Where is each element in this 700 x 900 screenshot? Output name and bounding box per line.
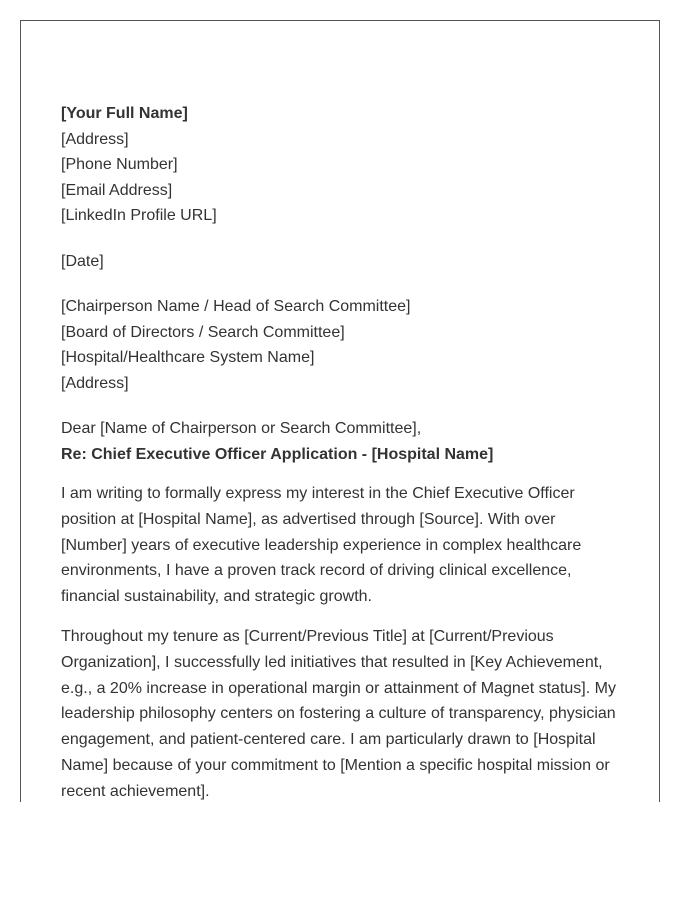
recipient-board: [Board of Directors / Search Committee]: [61, 323, 345, 341]
body-paragraph-1: I am writing to formally express my interest in the Chief Executive Officer position at [Hospital Name], as advertised through [Source]. With over [Number] years of executive leadership experience in complex healthcare environments, I have a proven track record of driving clinical excellence, financial sustainability, and strategic growth.: [61, 485, 582, 606]
sender-email: [Email Address]: [61, 181, 173, 199]
salutation: Dear [Name of Chairperson or Search Committee],: [61, 420, 422, 437]
sender-block: [61, 101, 621, 229]
recipient-address: [Address]: [61, 374, 129, 392]
letter-content: [61, 101, 621, 802]
body-paragraph-2: Throughout my tenure as [Current/Previous Title] at [Current/Previous Organization], I successfully led initiatives that resulted in [Key Achievement, e.g., a 20% increase in operational margin or attainment of Magnet status]. My leadership philosophy centers on fostering a culture of transparency, physician engagement, and patient-centered care. I am particularly drawn to [Hospital Name] because of your commitment to [Mention a specific hospital mission or recent achievement].: [61, 627, 616, 800]
sender-name: [Your Full Name]: [61, 105, 188, 122]
recipient-organization: [Hospital/Healthcare System Name]: [61, 349, 315, 366]
recipient-block: [61, 294, 621, 396]
date-block: [61, 249, 621, 275]
subject-line: Re: Chief Executive Officer Application - [Hospital Name]: [61, 445, 494, 463]
salutation-block: [61, 416, 621, 467]
letter-page: [20, 20, 660, 802]
sender-address: [Address]: [61, 130, 129, 148]
sender-linkedin: [LinkedIn Profile URL]: [61, 207, 217, 224]
recipient-name: [Chairperson Name / Head of Search Committee]: [61, 298, 411, 315]
sender-phone: [Phone Number]: [61, 156, 178, 173]
letter-date: [Date]: [61, 252, 104, 270]
